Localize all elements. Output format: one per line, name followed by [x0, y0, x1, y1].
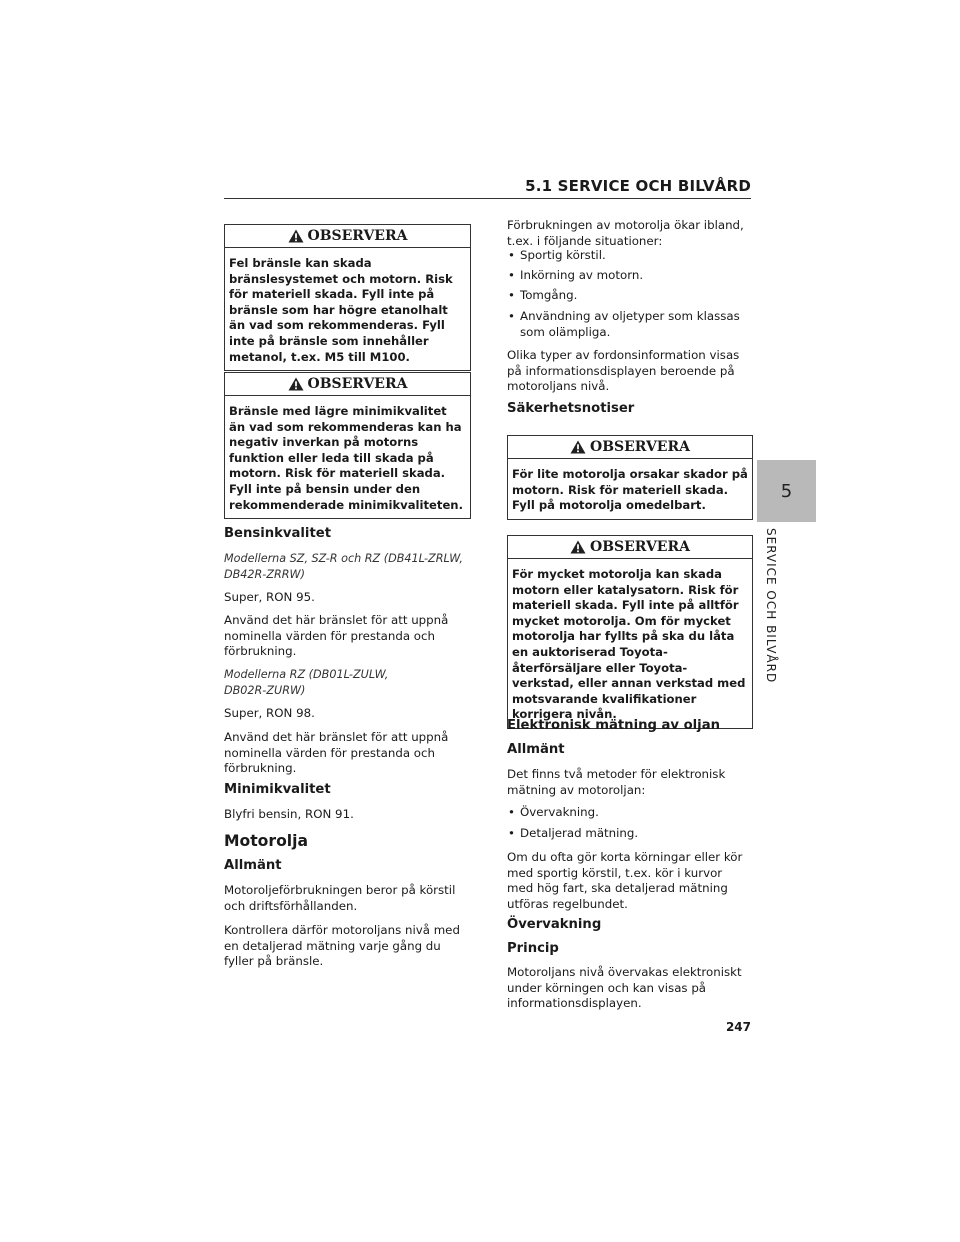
notice-text: För mycket motorolja kan skada motorn eller katalysatorn. Risk för materiell skada. Fyll inte på alltför mycket motorolja. Om för mycket motorolja har fyllts på ska du låta en auktoriserad Toyota-återförsäljare eller Toyota-verkstad, eller annan verkstad med motsvarande kvalifikationer korrigera nivån. [512, 567, 746, 722]
header-divider [224, 198, 751, 199]
fuel-grade: Super, RON 95. [224, 590, 315, 604]
body-text: Motoroljeförbrukningen beror på körstil och driftsförhållanden. [224, 883, 456, 913]
notice-header [508, 436, 752, 459]
heading-overvakning: Övervakning [507, 917, 602, 932]
heading-princip: Princip [507, 941, 559, 956]
body-text: Blyfri bensin, RON 91. [224, 807, 354, 821]
list-item: • Sportig körstil. [507, 248, 750, 264]
list-item: • Tomgång. [507, 288, 750, 304]
heading-elektronisk-matning: Elektronisk mätning av oljan [507, 718, 720, 733]
model-note: Modellerna RZ (DB01L-ZULW, DB02R-ZURW) [224, 668, 389, 697]
notice-header [508, 536, 752, 559]
heading-bensinkvalitet: Bensinkvalitet [224, 526, 332, 541]
body-text: Motoroljans nivå övervakas elektroniskt under körningen och kan visas på informationsdisplayen. [507, 965, 742, 1011]
notice-header [225, 225, 470, 248]
list-item: • Övervakning. [507, 805, 750, 821]
list-item: • Användning av oljetyper som klassas som olämpliga. [507, 309, 750, 340]
warning-icon [288, 377, 304, 391]
heading-allmant: Allmänt [507, 742, 565, 757]
warning-icon [570, 440, 586, 454]
list-item: • Detaljerad mätning. [507, 826, 750, 842]
warning-icon [570, 540, 586, 554]
notice-box-too-much-oil [507, 535, 753, 729]
body-text: Förbrukningen av motorolja ökar ibland, t.ex. i följande situationer: [507, 218, 744, 248]
body-text: Använd det här bränslet för att uppnå nominella värden för prestanda och förbrukning. [224, 730, 449, 776]
page-number: 247 [725, 1020, 751, 1034]
notice-box-fuel-type [224, 224, 471, 371]
section-header-title: 5.1 SERVICE OCH BILVÅRD [525, 177, 751, 195]
body-text: Olika typer av fordonsinformation visas på informationsdisplayen beroende på motoroljans nivå. [507, 348, 740, 394]
heading-motorolja: Motorolja [224, 832, 309, 850]
heading-sakerhetsnotiser: Säkerhetsnotiser [507, 401, 635, 416]
model-note: Modellerna SZ, SZ-R och RZ (DB41L-ZRLW, DB42R-ZRRW) [224, 552, 463, 581]
heading-allmant: Allmänt [224, 858, 282, 873]
notice-box-fuel-quality [224, 372, 471, 519]
notice-text: För lite motorolja orsakar skador på motorn. Risk för materiell skada. Fyll på motorolja omedelbart. [512, 467, 748, 513]
notice-box-low-oil [507, 435, 753, 520]
body-text: Använd det här bränslet för att uppnå nominella värden för prestanda och förbrukning. [224, 613, 449, 659]
notice-heading: OBSERVERA [307, 228, 408, 244]
notice-heading: OBSERVERA [590, 439, 690, 455]
heading-minimikvalitet: Minimikvalitet [224, 782, 331, 797]
body-text: Om du ofta gör korta körningar eller kör med sportig körstil, t.ex. kör i kurvor med hög fart, ska detaljerad mätning utföras regelbundet. [507, 850, 743, 911]
body-text: Kontrollera därför motoroljans nivå med en detaljerad mätning varje gång du fyller på bränsle. [224, 923, 460, 969]
list-item: • Inkörning av motorn. [507, 268, 750, 284]
notice-heading: OBSERVERA [307, 376, 408, 392]
notice-header [225, 373, 470, 396]
notice-text: Bränsle med lägre minimikvalitet än vad som rekommenderas kan ha negativ inverkan på motorns funktion eller leda till skada på motorn. Risk för materiell skada. Fyll inte på bensin under den rekommenderade minimikvaliteten. [229, 404, 463, 512]
warning-icon [288, 229, 304, 243]
body-text: Det finns två metoder för elektronisk mätning av motoroljan: [507, 767, 726, 797]
chapter-tab [757, 460, 816, 522]
chapter-vertical-title: SERVICE OCH BILVÅRD [764, 528, 778, 684]
notice-heading: OBSERVERA [590, 539, 690, 555]
chapter-number: 5 [780, 480, 793, 502]
fuel-grade: Super, RON 98. [224, 706, 315, 720]
notice-text: Fel bränsle kan skada bränslesystemet och motorn. Risk för materiell skada. Fyll inte på bränsle som har högre etanolhalt än vad som rekommenderas. Fyll inte på bränsle som innehåller metanol, t.ex. M5 till M100. [229, 256, 453, 364]
